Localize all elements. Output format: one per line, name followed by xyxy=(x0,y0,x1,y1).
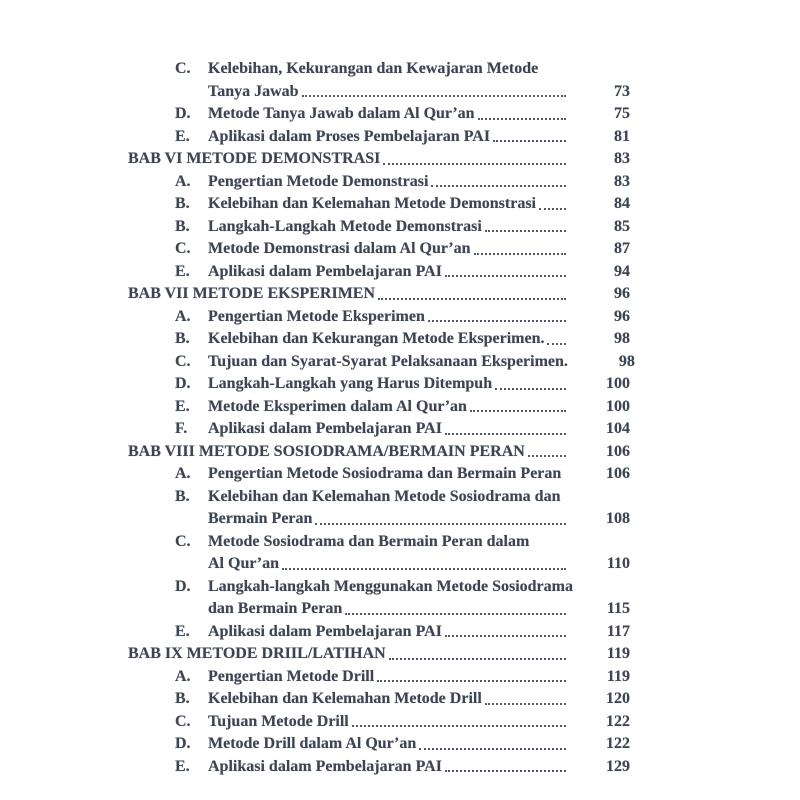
toc-row xyxy=(128,621,630,644)
toc-entry-page: 104 xyxy=(606,420,630,437)
toc-entry-letter: C. xyxy=(175,240,191,257)
toc-entry-page: 96 xyxy=(614,285,630,302)
dot-leader xyxy=(547,343,566,345)
toc-entry-page: 119 xyxy=(606,667,630,685)
toc-entry-letter: D. xyxy=(175,577,191,595)
dot-leader xyxy=(377,680,566,682)
toc-entry-letter: B. xyxy=(175,690,190,707)
toc-entry-title: Pengertian Metode Drill xyxy=(208,667,375,685)
toc-entry-letter: A. xyxy=(175,307,191,325)
dot-leader xyxy=(431,185,566,187)
toc-entry-title: Al Qur’an xyxy=(208,555,279,572)
toc-entry-page: 75 xyxy=(614,105,630,122)
toc-row xyxy=(128,103,630,126)
toc-entry-title: BAB VIII METODE SOSIODRAMA/BERMAIN PERAN xyxy=(128,442,525,460)
dot-leader xyxy=(445,433,566,435)
dot-leader xyxy=(474,253,567,255)
toc-entry-letter: A. xyxy=(175,667,191,685)
toc-entry-title: Aplikasi dalam Pembelajaran PAI xyxy=(208,420,442,437)
toc-entry-page: 108 xyxy=(606,510,630,527)
toc-entry-page: 85 xyxy=(614,217,630,235)
toc-entry-title: Aplikasi dalam Pembelajaran PAI xyxy=(208,622,442,640)
dot-leader xyxy=(428,320,566,322)
toc-entry-page: 73 xyxy=(614,82,630,100)
toc-row xyxy=(128,171,630,194)
toc-row xyxy=(128,58,630,81)
dot-leader xyxy=(539,208,566,210)
toc-entry-letter: E. xyxy=(175,397,190,415)
toc-row xyxy=(128,643,630,666)
toc-entry-page: 122 xyxy=(606,712,630,730)
toc-entry-title: Langkah-Langkah Metode Demonstrasi xyxy=(208,217,482,235)
toc-entry-letter: E. xyxy=(175,622,190,640)
dot-leader xyxy=(419,748,566,750)
toc-row xyxy=(128,193,630,216)
toc-row xyxy=(128,531,630,554)
toc-entry-title: Aplikasi dalam Pembelajaran PAI xyxy=(208,262,442,280)
dot-leader xyxy=(352,725,566,727)
dot-leader xyxy=(493,140,566,142)
dot-leader xyxy=(345,613,566,615)
toc-entry-page: 87 xyxy=(614,240,630,257)
toc-row xyxy=(128,666,630,689)
toc-entry-title: Kelebihan dan Kelemahan Metode Demonstrasi xyxy=(208,195,536,212)
toc-row xyxy=(128,283,630,306)
toc-row xyxy=(128,553,630,576)
toc-entry-page: 83 xyxy=(614,150,630,167)
dot-leader xyxy=(315,523,566,525)
toc-entry-title: Pengertian Metode Demonstrasi xyxy=(208,172,429,190)
toc-entry-page: 110 xyxy=(606,555,630,572)
toc-entry-letter: D. xyxy=(175,105,191,122)
toc-row xyxy=(128,306,630,329)
dot-leader xyxy=(528,455,566,457)
dot-leader xyxy=(378,298,566,300)
dot-leader xyxy=(485,230,566,232)
toc-entry-title: Metode Eksperimen dalam Al Qur’an xyxy=(208,397,467,415)
toc-entry-title: Kelebihan dan Kekurangan Metode Eksperimen. xyxy=(208,330,545,347)
toc-entry-title: BAB IX METODE DRIIL/LATIHAN xyxy=(128,645,386,662)
toc-entry-page: 120 xyxy=(606,690,630,707)
toc-row xyxy=(128,508,630,531)
toc-entry-title: Langkah-langkah Menggunakan Metode Sosiodrama xyxy=(208,577,573,595)
toc-entry-title: Metode Tanya Jawab dalam Al Qur’an xyxy=(208,105,475,122)
dot-leader xyxy=(470,410,566,412)
toc-entry-page: 98 xyxy=(614,330,630,347)
toc-entry-title: Kelebihan dan Kelemahan Metode Drill xyxy=(208,690,482,707)
toc-entry-letter: C. xyxy=(175,712,191,730)
toc-entry-letter: B. xyxy=(175,330,190,347)
toc-entry-letter: E. xyxy=(175,757,190,775)
toc-row xyxy=(128,688,630,711)
toc-entry-title: Metode Demonstrasi dalam Al Qur’an xyxy=(208,240,471,257)
dot-leader xyxy=(445,635,566,637)
toc-entry-page: 100 xyxy=(606,397,630,415)
toc-entry-page: 83 xyxy=(614,172,630,190)
toc-entry-title: Pengertian Metode Sosiodrama dan Bermain Peran xyxy=(208,465,562,482)
dot-leader xyxy=(302,95,566,97)
toc-row xyxy=(128,261,630,284)
toc-entry-page: 84 xyxy=(614,195,630,212)
toc-entry-letter: B. xyxy=(175,195,190,212)
toc-entry-letter: E. xyxy=(175,262,190,280)
toc-row xyxy=(128,81,630,104)
toc-entry-letter: D. xyxy=(175,375,191,392)
dot-leader xyxy=(445,275,566,277)
toc-row xyxy=(128,441,630,464)
toc-entry-page: 117 xyxy=(606,622,630,640)
dot-leader xyxy=(383,163,566,165)
toc-entry-page: 98 xyxy=(618,352,635,370)
toc-entry-title: BAB VI METODE DEMONSTRASI xyxy=(128,150,381,167)
dot-leader xyxy=(445,770,566,772)
toc-entry-title: Kelebihan dan Kelemahan Metode Sosiodrama dan xyxy=(208,487,561,505)
toc-entry-letter: E. xyxy=(175,127,190,145)
toc-entry-title: Aplikasi dalam Proses Pembelajaran PAI xyxy=(208,127,491,145)
toc-entry-title: Tanya Jawab xyxy=(208,82,299,100)
toc-entry-title: dan Bermain Peran xyxy=(208,600,343,617)
toc-entry-page: 119 xyxy=(606,645,630,662)
toc-entry-page: 115 xyxy=(606,600,630,617)
toc-row xyxy=(128,733,630,756)
toc-entry-page: 94 xyxy=(614,262,630,280)
toc-row xyxy=(128,418,630,441)
toc-entry-title: Bermain Peran xyxy=(208,510,313,527)
toc-row xyxy=(128,328,630,351)
toc-entry-letter: D. xyxy=(175,735,191,752)
toc-entry-letter: C. xyxy=(175,60,191,77)
toc-entry-letter: C. xyxy=(175,532,191,550)
toc-row xyxy=(128,486,630,509)
toc-row xyxy=(128,396,630,419)
toc-row xyxy=(128,351,635,374)
toc-row xyxy=(128,711,630,734)
dot-leader xyxy=(495,388,566,390)
toc-entry-letter: B. xyxy=(175,487,190,505)
toc-entry-title: BAB VII METODE EKSPERIMEN xyxy=(128,285,376,302)
toc-entry-title: Aplikasi dalam Pembelajaran PAI xyxy=(208,757,442,775)
dot-leader xyxy=(478,118,566,120)
toc-row xyxy=(128,598,630,621)
toc-entry-letter: B. xyxy=(175,217,190,235)
toc-entry-title: Langkah-Langkah yang Harus Ditempuh xyxy=(208,375,493,392)
toc-entry-page: 81 xyxy=(614,127,630,145)
toc-entry-letter: F. xyxy=(175,420,188,437)
toc-entry-title: Tujuan dan Syarat-Syarat Pelaksanaan Eksperimen. xyxy=(208,352,568,370)
dot-leader xyxy=(282,568,566,570)
toc-entry-title: Tujuan Metode Drill xyxy=(208,712,349,730)
toc-entry-letter: A. xyxy=(175,465,191,482)
toc-entry-page: 129 xyxy=(606,757,630,775)
toc-entry-page: 106 xyxy=(606,442,630,460)
dot-leader xyxy=(485,703,566,705)
toc-entry-letter: C. xyxy=(175,352,191,370)
toc-row xyxy=(128,216,630,239)
toc-row xyxy=(128,756,630,779)
toc-entry-page: 96 xyxy=(614,307,630,325)
toc-entry-page: 106 xyxy=(606,465,630,482)
dot-leader xyxy=(389,658,566,660)
toc-entry-title: Kelebihan, Kekurangan dan Kewajaran Metode xyxy=(208,60,539,77)
toc-entry-page: 100 xyxy=(606,375,630,392)
toc-entry-title: Metode Sosiodrama dan Bermain Peran dalam xyxy=(208,532,530,550)
toc-entry-page: 122 xyxy=(606,735,630,752)
toc-row xyxy=(128,126,630,149)
toc-entry-title: Pengertian Metode Eksperimen xyxy=(208,307,425,325)
toc-row xyxy=(128,463,630,486)
table-of-contents xyxy=(128,58,635,778)
toc-entry-letter: A. xyxy=(175,172,191,190)
toc-row xyxy=(128,373,630,396)
toc-row xyxy=(128,576,630,599)
toc-row xyxy=(128,238,630,261)
toc-row xyxy=(128,148,630,171)
toc-entry-title: Metode Drill dalam Al Qur’an xyxy=(208,735,417,752)
